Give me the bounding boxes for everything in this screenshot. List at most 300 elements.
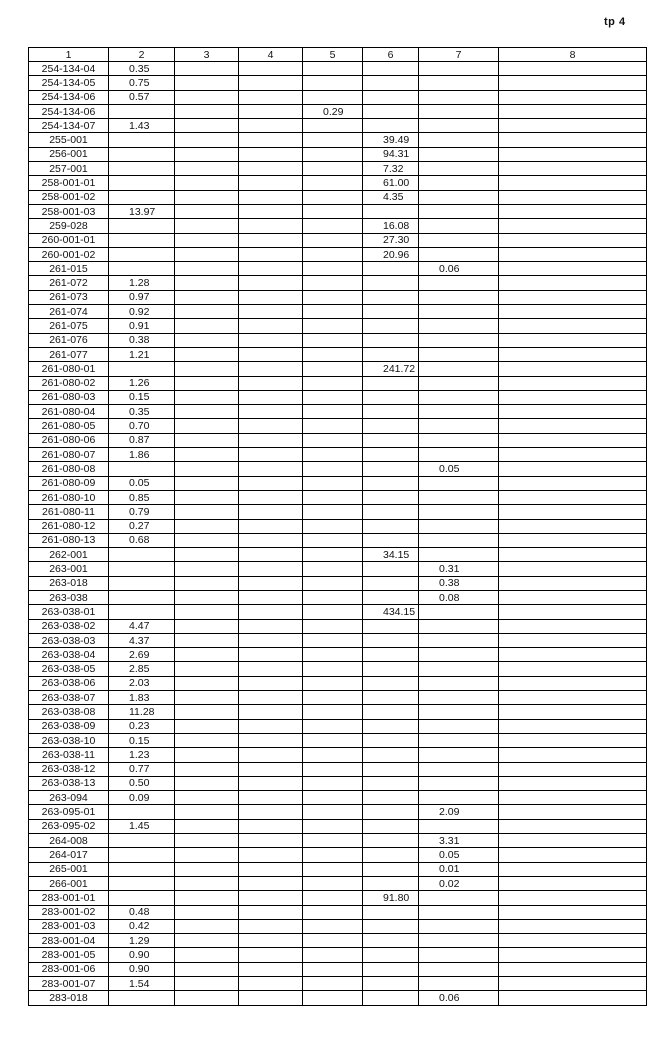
value-cell [175,919,239,933]
table-row [29,490,647,504]
value-cell [303,204,363,218]
value-cell: 91.80 [363,891,419,905]
table-row [29,762,647,776]
parcel-id-cell: 258-001-03 [29,204,109,218]
table-row [29,805,647,819]
value-cell [239,290,303,304]
value-cell: 0.15 [109,733,175,747]
value-cell [303,362,363,376]
value-cell [303,676,363,690]
value-cell [239,305,303,319]
value-cell: 0.05 [419,462,499,476]
value-cell [499,219,647,233]
table-row [29,705,647,719]
value-cell [499,204,647,218]
value-cell: 0.68 [109,533,175,547]
value-cell [239,991,303,1005]
value-cell: 4.47 [109,619,175,633]
value-cell [175,462,239,476]
value-cell [239,76,303,90]
value-cell [239,919,303,933]
parcel-id-cell: 283-001-04 [29,934,109,948]
value-cell [175,748,239,762]
value-cell [239,90,303,104]
value-cell [363,991,419,1005]
value-cell: 0.92 [109,305,175,319]
value-cell [363,848,419,862]
value-cell [109,147,175,161]
value-cell [303,791,363,805]
table-row [29,519,647,533]
value-cell [175,147,239,161]
value-cell [109,133,175,147]
parcel-id-cell: 263-038-02 [29,619,109,633]
parcel-id-cell: 261-074 [29,305,109,319]
value-cell [303,648,363,662]
value-cell [499,648,647,662]
value-cell [363,919,419,933]
value-cell [303,119,363,133]
value-cell [175,862,239,876]
value-cell [363,347,419,361]
value-cell [109,262,175,276]
value-cell [303,133,363,147]
value-cell [239,934,303,948]
value-cell [303,919,363,933]
value-cell [175,448,239,462]
table-row [29,247,647,261]
parcel-id-cell: 283-018 [29,991,109,1005]
value-cell [363,76,419,90]
column-header: 8 [499,48,647,62]
table-row [29,648,647,662]
value-cell [175,848,239,862]
value-cell [499,934,647,948]
parcel-id-cell: 258-001-02 [29,190,109,204]
value-cell [175,62,239,76]
value-cell [175,619,239,633]
parcel-id-cell: 263-038-10 [29,733,109,747]
table-row [29,276,647,290]
value-cell [419,791,499,805]
table-row [29,891,647,905]
value-cell [363,948,419,962]
value-cell [363,719,419,733]
value-cell [499,548,647,562]
value-cell: 0.90 [109,962,175,976]
parcel-id-cell: 261-073 [29,290,109,304]
value-cell [419,705,499,719]
value-cell [175,219,239,233]
value-cell [363,791,419,805]
table-row [29,433,647,447]
value-cell: 0.70 [109,419,175,433]
value-cell [239,190,303,204]
parcel-id-cell: 263-038-06 [29,676,109,690]
value-cell [175,733,239,747]
table-row [29,147,647,161]
value-cell [303,633,363,647]
value-cell [303,948,363,962]
value-cell [175,533,239,547]
value-cell [419,419,499,433]
value-cell: 3.31 [419,834,499,848]
value-cell [419,90,499,104]
parcel-id-cell: 261-015 [29,262,109,276]
value-cell: 1.23 [109,748,175,762]
value-cell [499,90,647,104]
value-cell [419,948,499,962]
value-cell [239,905,303,919]
value-cell [499,362,647,376]
value-cell [175,176,239,190]
value-cell [303,805,363,819]
value-cell [239,576,303,590]
parcel-id-cell: 263-038-13 [29,776,109,790]
value-cell [499,262,647,276]
parcel-id-cell: 261-080-04 [29,405,109,419]
table-row [29,419,647,433]
value-cell [239,748,303,762]
value-cell [175,362,239,376]
value-cell [303,562,363,576]
table-row [29,548,647,562]
value-cell [419,476,499,490]
parcel-id-cell: 261-080-12 [29,519,109,533]
value-cell [499,977,647,991]
value-cell [363,962,419,976]
value-cell [303,719,363,733]
value-cell [175,605,239,619]
value-cell [239,948,303,962]
parcel-id-cell: 257-001 [29,162,109,176]
parcel-id-cell: 254-134-05 [29,76,109,90]
table-row [29,962,647,976]
value-cell [175,119,239,133]
value-cell [363,62,419,76]
value-cell [303,176,363,190]
column-header: 4 [239,48,303,62]
value-cell [239,448,303,462]
value-cell [303,905,363,919]
value-cell [499,76,647,90]
parcel-id-cell: 263-038 [29,590,109,604]
value-cell [499,476,647,490]
value-cell [419,62,499,76]
value-cell [109,891,175,905]
value-cell [419,719,499,733]
value-cell [303,347,363,361]
parcel-id-cell: 264-008 [29,834,109,848]
table-row [29,605,647,619]
value-cell [499,233,647,247]
value-cell [499,147,647,161]
value-cell [109,576,175,590]
value-cell: 94.31 [363,147,419,161]
value-cell [419,648,499,662]
table-row [29,834,647,848]
value-cell [303,190,363,204]
value-cell [109,462,175,476]
value-cell [303,262,363,276]
value-cell [303,519,363,533]
value-cell [303,991,363,1005]
value-cell: 0.09 [109,791,175,805]
parcel-id-cell: 254-134-06 [29,104,109,118]
value-cell [363,834,419,848]
value-cell [419,819,499,833]
value-cell [419,748,499,762]
table-row [29,776,647,790]
table-row [29,262,647,276]
value-cell [499,605,647,619]
value-cell [239,133,303,147]
value-cell: 0.15 [109,390,175,404]
value-cell [175,433,239,447]
value-cell: 0.90 [109,948,175,962]
value-cell [303,290,363,304]
value-cell: 0.05 [419,848,499,862]
parcel-id-cell: 264-017 [29,848,109,862]
parcel-id-cell: 263-038-12 [29,762,109,776]
value-cell [109,848,175,862]
value-cell: 0.05 [109,476,175,490]
value-cell [303,977,363,991]
value-cell [303,219,363,233]
value-cell [239,762,303,776]
value-cell [419,333,499,347]
parcel-id-cell: 261-080-03 [29,390,109,404]
value-cell [303,462,363,476]
table-row [29,819,647,833]
value-cell: 2.69 [109,648,175,662]
value-cell [175,76,239,90]
value-cell [363,533,419,547]
value-cell [419,934,499,948]
value-cell [363,562,419,576]
value-cell [419,776,499,790]
value-cell [419,905,499,919]
value-cell [239,62,303,76]
value-cell [303,76,363,90]
value-cell [239,662,303,676]
value-cell [239,233,303,247]
value-cell [363,519,419,533]
parcel-id-cell: 261-080-11 [29,505,109,519]
value-cell [175,934,239,948]
value-cell [239,562,303,576]
value-cell [363,619,419,633]
value-cell [239,862,303,876]
value-cell [363,633,419,647]
value-cell [419,405,499,419]
value-cell [499,333,647,347]
value-cell [499,905,647,919]
parcel-id-cell: 263-038-03 [29,633,109,647]
value-cell [175,333,239,347]
value-cell [175,405,239,419]
value-cell [175,562,239,576]
value-cell [499,133,647,147]
value-cell [239,533,303,547]
value-cell [109,876,175,890]
parcel-id-cell: 283-001-03 [29,919,109,933]
table-row [29,505,647,519]
value-cell [499,305,647,319]
value-cell: 1.45 [109,819,175,833]
value-cell [499,691,647,705]
value-cell [419,733,499,747]
value-cell [363,691,419,705]
value-cell [109,104,175,118]
parcel-id-cell: 261-077 [29,347,109,361]
value-cell [175,891,239,905]
value-cell [303,590,363,604]
table-row [29,90,647,104]
value-cell [303,862,363,876]
value-cell [239,605,303,619]
value-cell [363,705,419,719]
value-cell [175,548,239,562]
value-cell [499,62,647,76]
parcel-id-cell: 262-001 [29,548,109,562]
value-cell [175,490,239,504]
table-row [29,562,647,576]
value-cell [303,848,363,862]
value-cell [363,476,419,490]
value-cell [499,876,647,890]
value-cell [419,619,499,633]
value-cell [499,791,647,805]
table-row [29,104,647,118]
parcel-id-cell: 261-080-10 [29,490,109,504]
value-cell [175,705,239,719]
value-cell [419,519,499,533]
value-cell [499,819,647,833]
value-cell: 39.49 [363,133,419,147]
value-cell [239,162,303,176]
column-header: 5 [303,48,363,62]
value-cell [499,533,647,547]
value-cell [499,433,647,447]
value-cell [499,633,647,647]
value-cell [303,662,363,676]
value-cell: 0.35 [109,62,175,76]
value-cell: 2.09 [419,805,499,819]
value-cell: 2.03 [109,676,175,690]
value-cell [363,119,419,133]
value-cell [303,762,363,776]
value-cell [499,834,647,848]
value-cell [303,934,363,948]
value-cell [499,748,647,762]
table-row [29,219,647,233]
table-row [29,905,647,919]
value-cell [175,233,239,247]
value-cell [363,419,419,433]
value-cell [499,962,647,976]
value-cell: 0.50 [109,776,175,790]
value-cell [239,405,303,419]
value-cell [175,133,239,147]
value-cell [109,805,175,819]
table-row [29,290,647,304]
value-cell [499,805,647,819]
value-cell [419,676,499,690]
table-row [29,133,647,147]
value-cell [175,791,239,805]
value-cell [303,876,363,890]
value-cell [239,705,303,719]
value-cell [239,805,303,819]
parcel-id-cell: 261-080-08 [29,462,109,476]
table-row [29,390,647,404]
table-row [29,977,647,991]
value-cell [303,705,363,719]
value-cell [239,633,303,647]
parcel-id-cell: 263-038-08 [29,705,109,719]
value-cell: 34.15 [363,548,419,562]
value-cell [303,233,363,247]
value-cell [499,390,647,404]
table-row [29,204,647,218]
value-cell: 61.00 [363,176,419,190]
value-cell [363,405,419,419]
value-cell [499,848,647,862]
parcel-id-cell: 263-094 [29,791,109,805]
value-cell [499,719,647,733]
value-cell [419,691,499,705]
value-cell [419,276,499,290]
value-cell [109,862,175,876]
value-cell [303,776,363,790]
value-cell [363,305,419,319]
value-cell [499,247,647,261]
value-cell [419,204,499,218]
value-cell [499,448,647,462]
value-cell [363,319,419,333]
value-cell [419,76,499,90]
table-header-row [29,48,647,62]
parcel-id-cell: 261-080-05 [29,419,109,433]
table-row [29,176,647,190]
parcel-id-cell: 261-075 [29,319,109,333]
value-cell: 0.42 [109,919,175,933]
value-cell [419,376,499,390]
table-row [29,876,647,890]
value-cell [419,433,499,447]
parcel-id-cell: 261-080-13 [29,533,109,547]
value-cell [175,590,239,604]
value-cell: 0.38 [419,576,499,590]
value-cell [419,505,499,519]
table-row [29,991,647,1005]
value-cell [419,605,499,619]
table-row [29,476,647,490]
value-cell: 0.48 [109,905,175,919]
parcel-id-cell: 263-018 [29,576,109,590]
value-cell [303,376,363,390]
value-cell: 16.08 [363,219,419,233]
value-cell [499,190,647,204]
value-cell [499,662,647,676]
parcel-id-cell: 263-038-07 [29,691,109,705]
value-cell [175,505,239,519]
value-cell [499,576,647,590]
value-cell: 1.86 [109,448,175,462]
value-cell [239,347,303,361]
value-cell [499,619,647,633]
